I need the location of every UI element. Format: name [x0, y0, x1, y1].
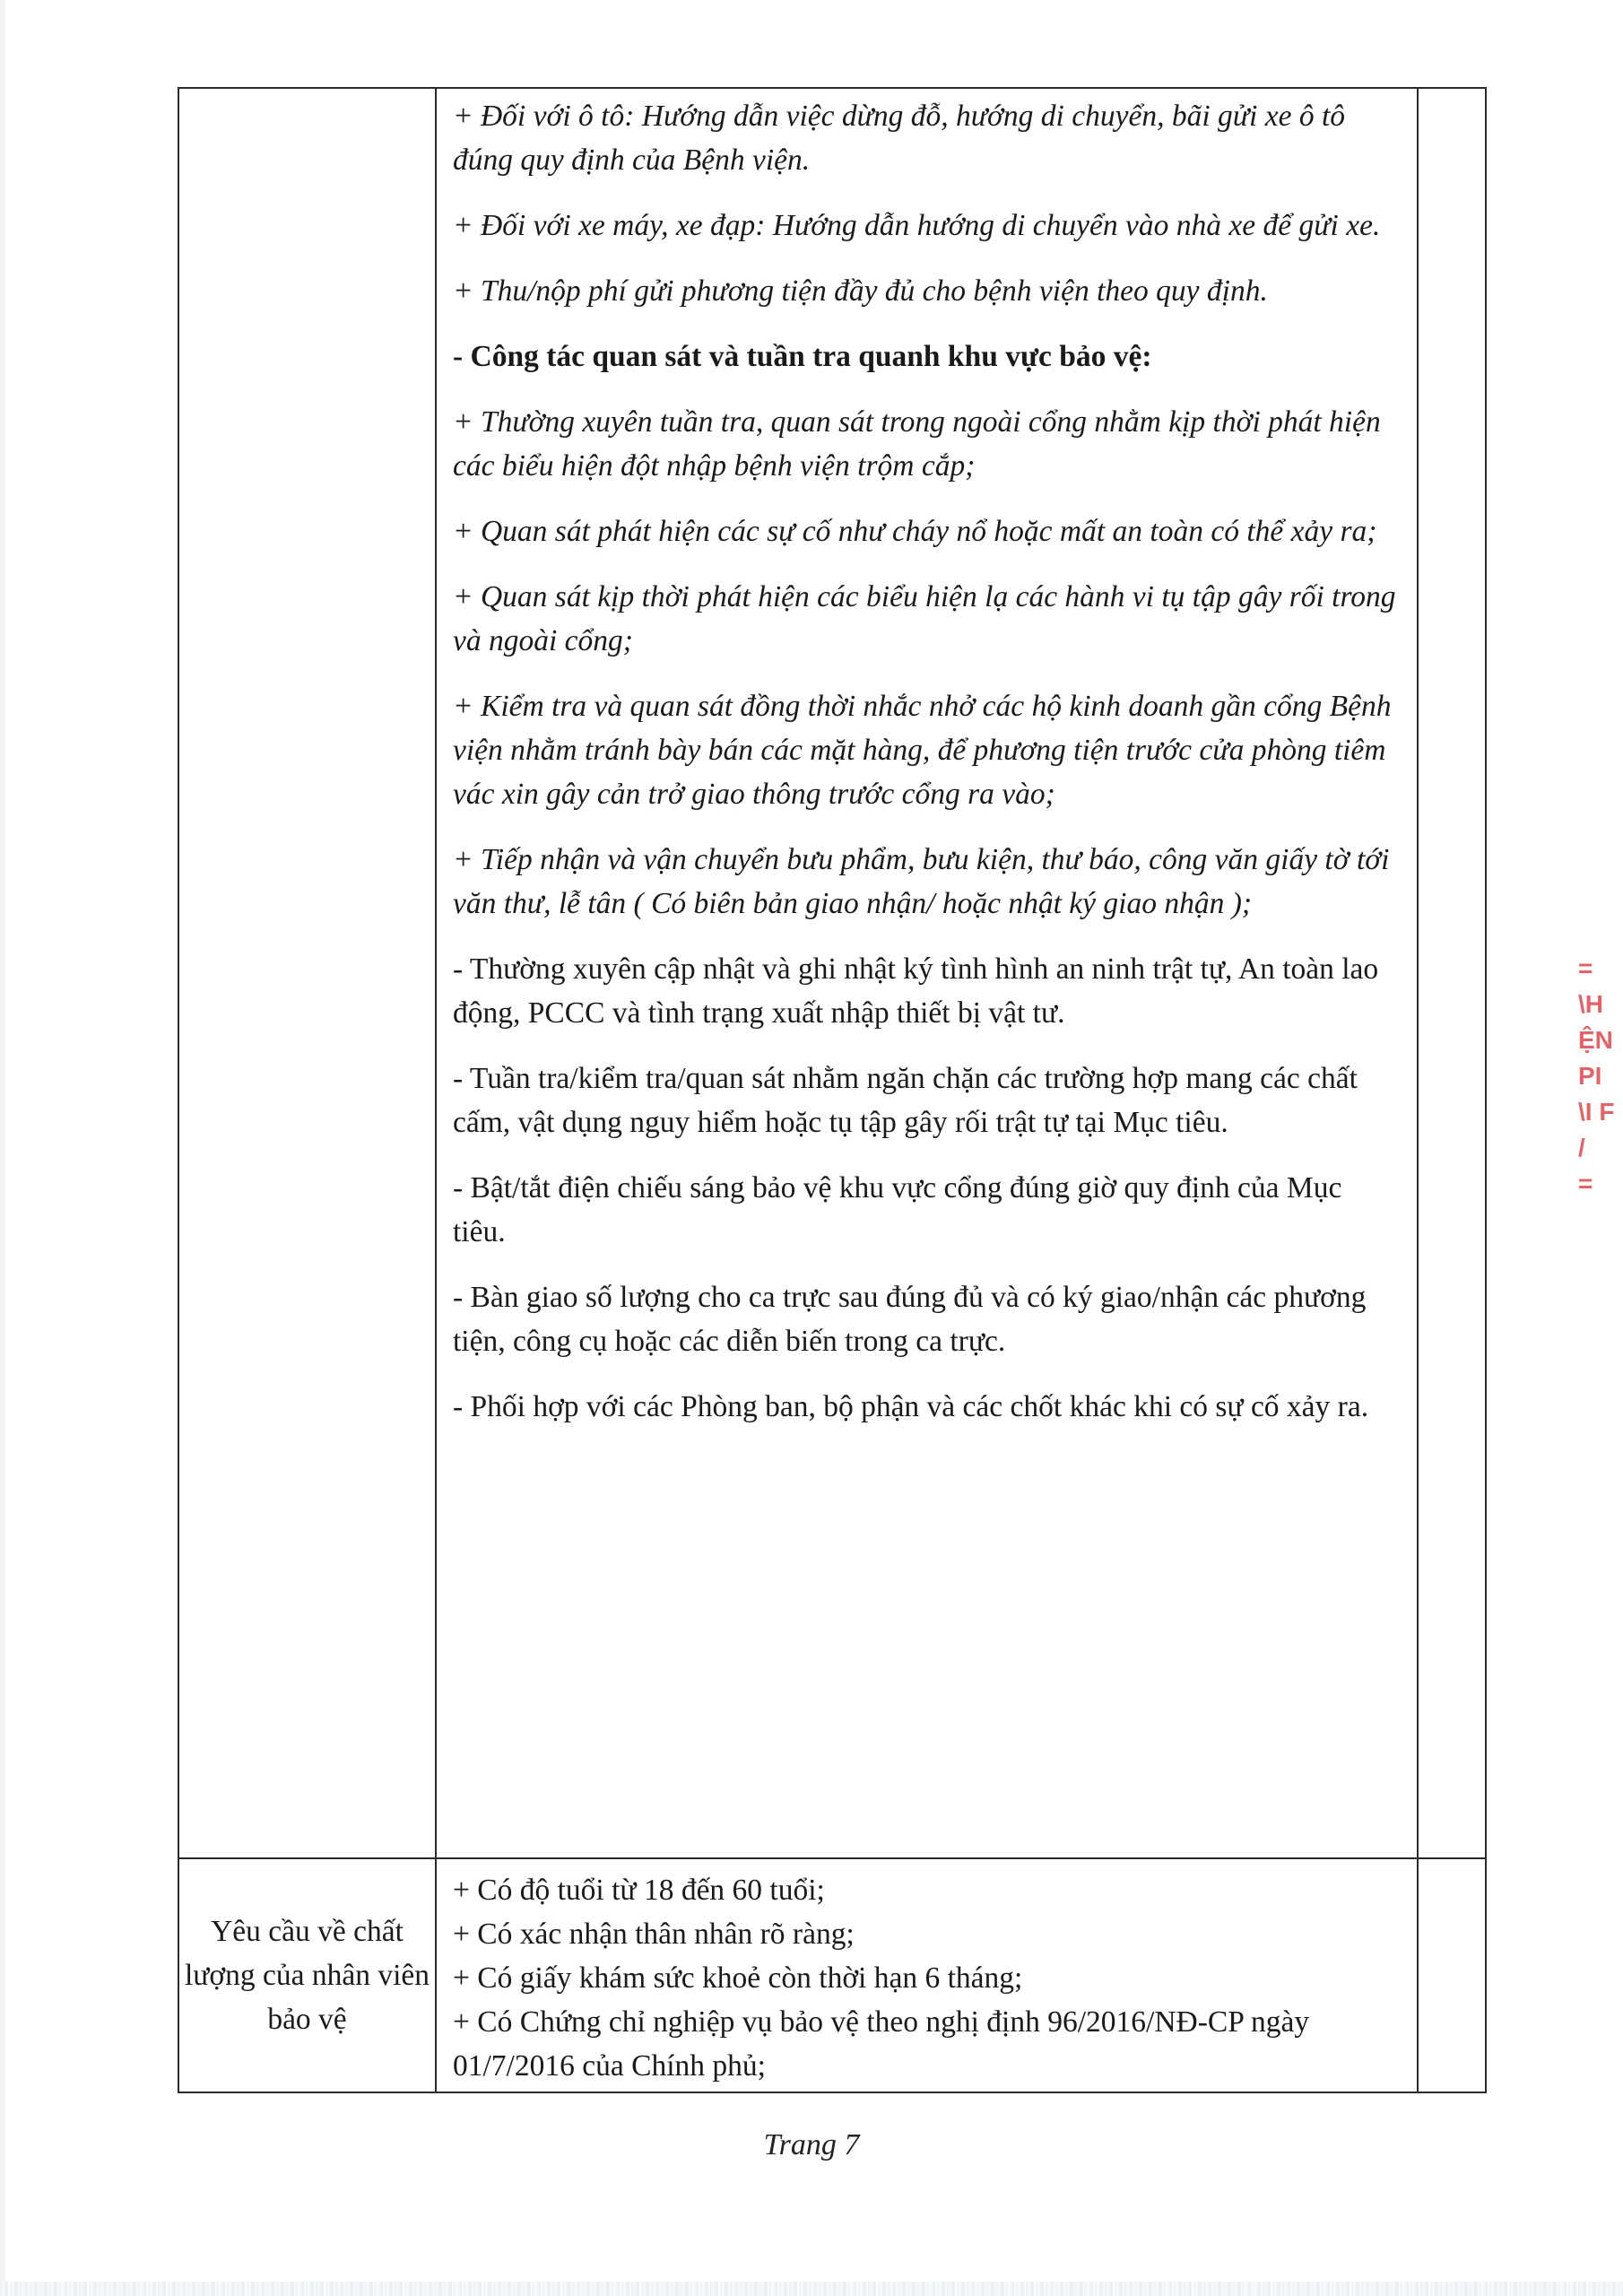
duty-paragraph: - Tuần tra/kiểm tra/quan sát nhằm ngăn chặn các trường hợp mang các chất cấm, vật dụng nguy hiểm hoặc tụ tập gây rối trật tự tại Mục tiêu.: [453, 1062, 1358, 1139]
scan-artifact-strip: [0, 2282, 1623, 2296]
requirement-item: + Có giấy khám sức khoẻ còn thời hạn 6 tháng;: [453, 1961, 1023, 1995]
duty-paragraph: - Phối hợp với các Phòng ban, bộ phận và các chốt khác khi có sự cố xảy ra.: [453, 1390, 1369, 1423]
duty-paragraph: - Thường xuyên cập nhật và ghi nhật ký tình hình an ninh trật tự, An toàn lao động, PCCC và tình trạng xuất nhập thiết bị vật tư.: [453, 952, 1379, 1030]
row-label-cell: [178, 88, 436, 1858]
stamp-text-fragment: /: [1578, 1134, 1585, 1161]
duties-list: [437, 89, 1417, 1450]
stamp-text-fragment: ỆN: [1578, 1026, 1613, 1054]
duty-paragraph: - Công tác quan sát và tuần tra quanh khu vực bảo vệ:: [453, 340, 1152, 373]
scan-edge: [0, 0, 5, 2296]
duty-paragraph: + Đối với ô tô: Hướng dẫn việc dừng đỗ, hướng di chuyển, bãi gửi xe ô tô đúng quy định của Bệnh viện.: [453, 100, 1346, 177]
duty-paragraph: - Bàn giao số lượng cho ca trực sau đúng đủ và có ký giao/nhận các phương tiện, công cụ hoặc các diễn biến trong ca trực.: [453, 1281, 1367, 1358]
requirement-item: + Có độ tuổi từ 18 đến 60 tuổi;: [453, 1874, 825, 1907]
stamp-text-fragment: PI: [1578, 1062, 1602, 1090]
stamp-text-fragment: =: [1578, 1170, 1593, 1197]
requirements-label: Yêu cầu về chất lượng của nhân viên bảo vệ: [178, 1858, 436, 2092]
page-number: Trang 7: [763, 2128, 860, 2161]
duty-paragraph: - Bật/tắt điện chiếu sáng bảo vệ khu vực cổng đúng giờ quy định của Mục tiêu.: [453, 1171, 1342, 1248]
stamp-text-fragment: \I F: [1578, 1098, 1615, 1126]
duty-paragraph: + Quan sát kịp thời phát hiện các biểu hiện lạ các hành vi tụ tập gây rối trong và ngoài cổng;: [453, 580, 1396, 657]
table-row-staff-requirements: [178, 1858, 1486, 2092]
requirements-list: [437, 1859, 1417, 2092]
requirements-table: [178, 87, 1487, 2093]
stamp-text-fragment: =: [1578, 954, 1593, 982]
requirement-item: + Có Chứng chỉ nghiệp vụ bảo vệ theo nghị định 96/2016/NĐ-CP ngày 01/7/2016 của Chính phủ;: [453, 2005, 1310, 2083]
stamp-text-fragment: \H: [1578, 990, 1603, 1018]
note-cell: [1418, 88, 1486, 1858]
table-row-duties-continued: [178, 88, 1486, 1858]
duties-content-cell: [436, 88, 1418, 1858]
duty-paragraph: + Đối với xe máy, xe đạp: Hướng dẫn hướng di chuyển vào nhà xe để gửi xe.: [453, 209, 1381, 242]
duty-paragraph: + Thu/nộp phí gửi phương tiện đầy đủ cho bệnh viện theo quy định.: [453, 274, 1268, 308]
requirements-content-cell: [436, 1858, 1418, 2092]
duty-paragraph: + Tiếp nhận và vận chuyển bưu phẩm, bưu kiện, thư báo, công văn giấy tờ tới văn thư, lễ tân ( Có biên bản giao nhận/ hoặc nhật ký giao nhận );: [453, 843, 1390, 920]
requirement-item: + Có xác nhận thân nhân rõ ràng;: [453, 1918, 855, 1951]
duty-paragraph: + Quan sát phát hiện các sự cố như cháy nổ hoặc mất an toàn có thể xảy ra;: [453, 515, 1377, 548]
red-seal-stamp-fragment: [1578, 951, 1623, 1256]
duty-paragraph: + Kiểm tra và quan sát đồng thời nhắc nhở các hộ kinh doanh gần cổng Bệnh viện nhằm tránh bày bán các mặt hàng, để phương tiện trước cửa phòng tiêm vác xin gây cản trở giao thông trước cổng ra vào;: [453, 690, 1392, 811]
note-cell: [1418, 1858, 1486, 2092]
duty-paragraph: + Thường xuyên tuần tra, quan sát trong ngoài cổng nhằm kịp thời phát hiện các biểu hiện đột nhập bệnh viện trộm cắp;: [453, 405, 1381, 483]
